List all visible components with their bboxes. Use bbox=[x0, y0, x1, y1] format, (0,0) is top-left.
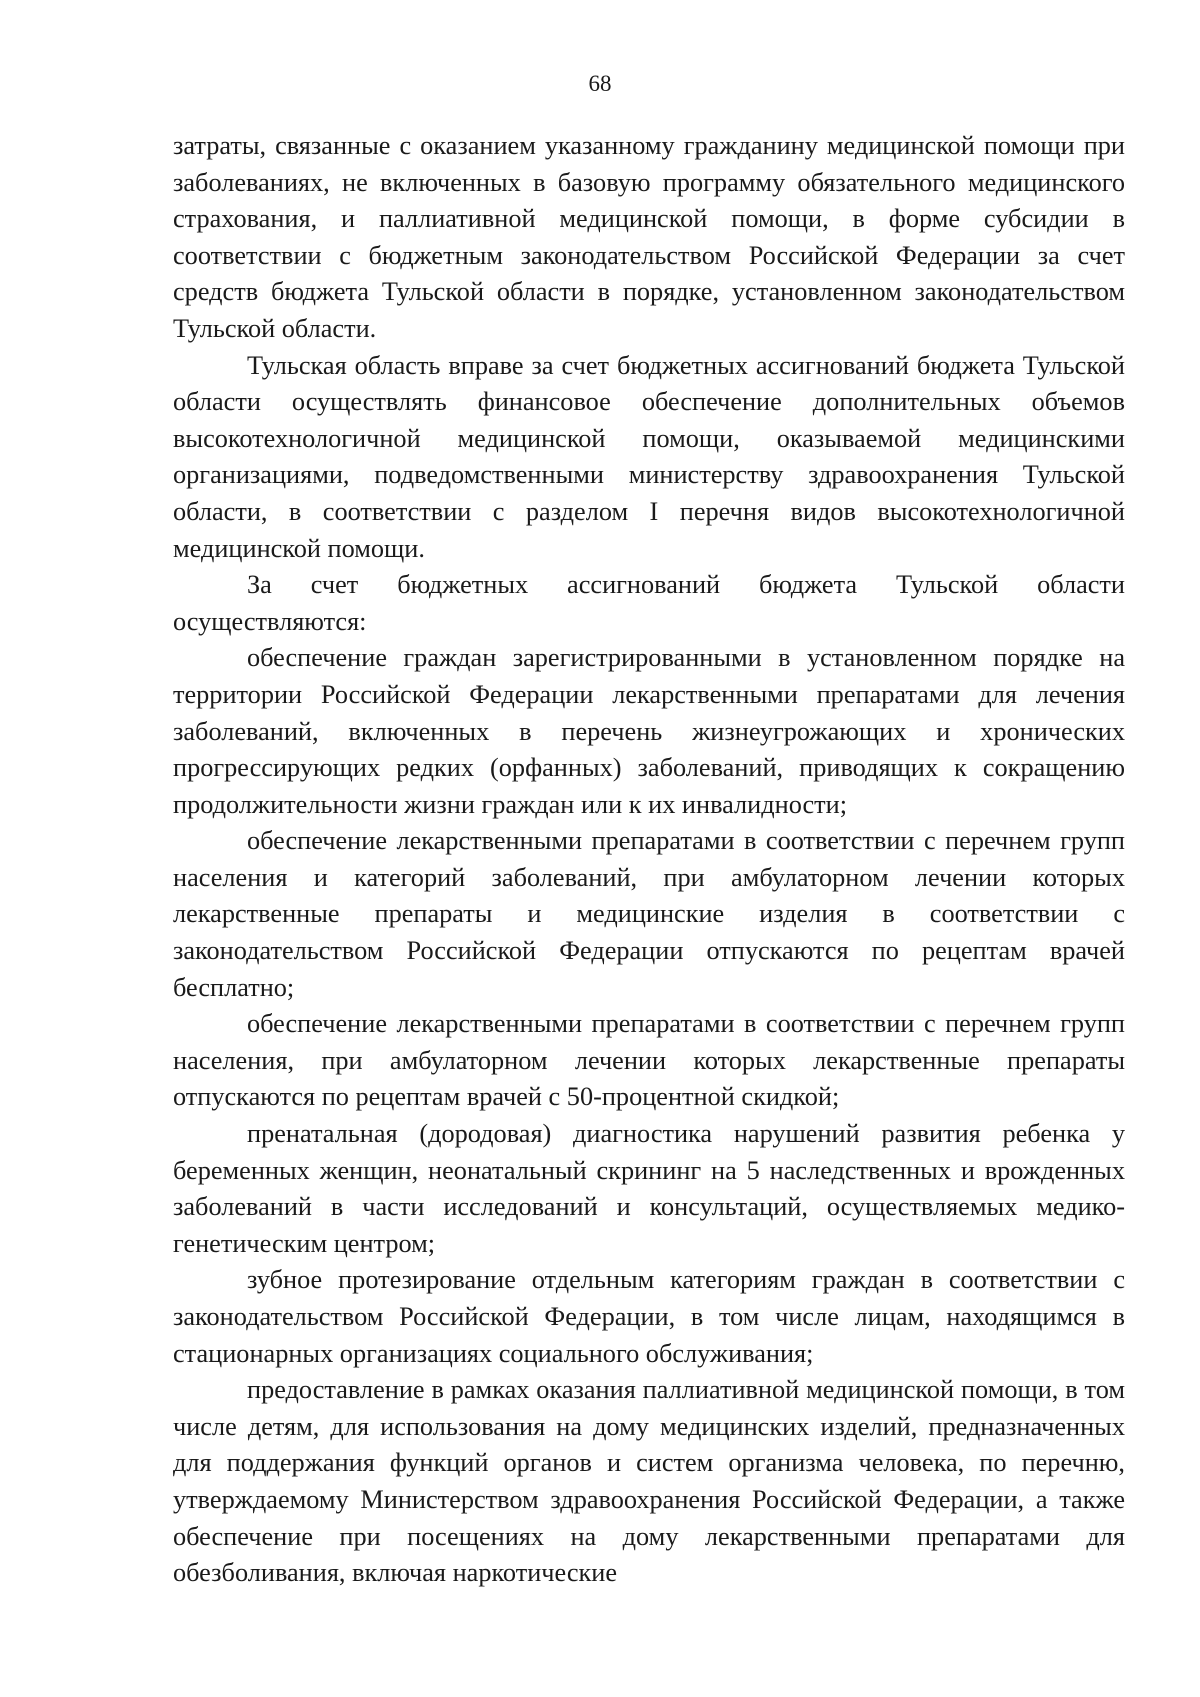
paragraph: зубное протезирование отдельным категориям граждан в соответствии с законодательством Российской Федерации, в том числе лицам, находящимся в стационарных организациях социального обслуживания; bbox=[173, 1265, 1125, 1368]
page-number: 68 bbox=[588, 71, 612, 96]
paragraph: затраты, связанные с оказанием указанному гражданину медицинской помощи при заболеваниях, не включенных в базовую программу обязательного медицинского страхования, и паллиативной медицинской помощи, в форме субсидии в соответствии с бюджетным законодательством Российской Федерации за счет средств бюджета Тульской области в порядке, установленном законодательством Тульской области. bbox=[173, 131, 1125, 343]
paragraph: обеспечение лекарственными препаратами в соответствии с перечнем групп населения, при амбулаторном лечении которых лекарственные препараты отпускаются по рецептам врачей с 50-процентной скидкой; bbox=[173, 1009, 1125, 1112]
paragraph: обеспечение граждан зарегистрированными в установленном порядке на территории Российской Федерации лекарственными препаратами для лечения заболеваний, включенных в перечень жизнеугрожающих и хронических прогрессирующих редких (орфанных) заболеваний, приводящих к сокращению продолжительности жизни граждан или к их инвалидности; bbox=[173, 643, 1125, 819]
paragraph: Тульская область вправе за счет бюджетных ассигнований бюджета Тульской области осуществлять финансовое обеспечение дополнительных объемов высокотехнологичной медицинской помощи, оказываемой медицинскими организациями, подведомственными министерству здравоохранения Тульской области, в соответствии с разделом I перечня видов высокотехнологичной медицинской помощи. bbox=[173, 350, 1125, 563]
paragraph: предоставление в рамках оказания паллиативной медицинской помощи, в том числе детям, для использования на дому медицинских изделий, предназначенных для поддержания функций органов и систем организма человека, по перечню, утверждаемому Министерством здравоохранения Российской Федерации, а также обеспечение при посещениях на дому лекарственными препаратами для обезболивания, включая наркотические bbox=[173, 1375, 1125, 1588]
document-body bbox=[173, 128, 1125, 1592]
paragraph: обеспечение лекарственными препаратами в соответствии с перечнем групп населения и категорий заболеваний, при амбулаторном лечении которых лекарственные препараты и медицинские изделия в соответствии с законодательством Российской Федерации отпускаются по рецептам врачей бесплатно; bbox=[173, 826, 1125, 1002]
paragraph: пренатальная (дородовая) диагностика нарушений развития ребенка у беременных женщин, неонатальный скрининг на 5 наследственных и врожденных заболеваний в части исследований и консультаций, осуществляемых медико-генетическим центром; bbox=[173, 1119, 1125, 1258]
paragraph: За счет бюджетных ассигнований бюджета Тульской области осуществляются: bbox=[173, 570, 1125, 636]
